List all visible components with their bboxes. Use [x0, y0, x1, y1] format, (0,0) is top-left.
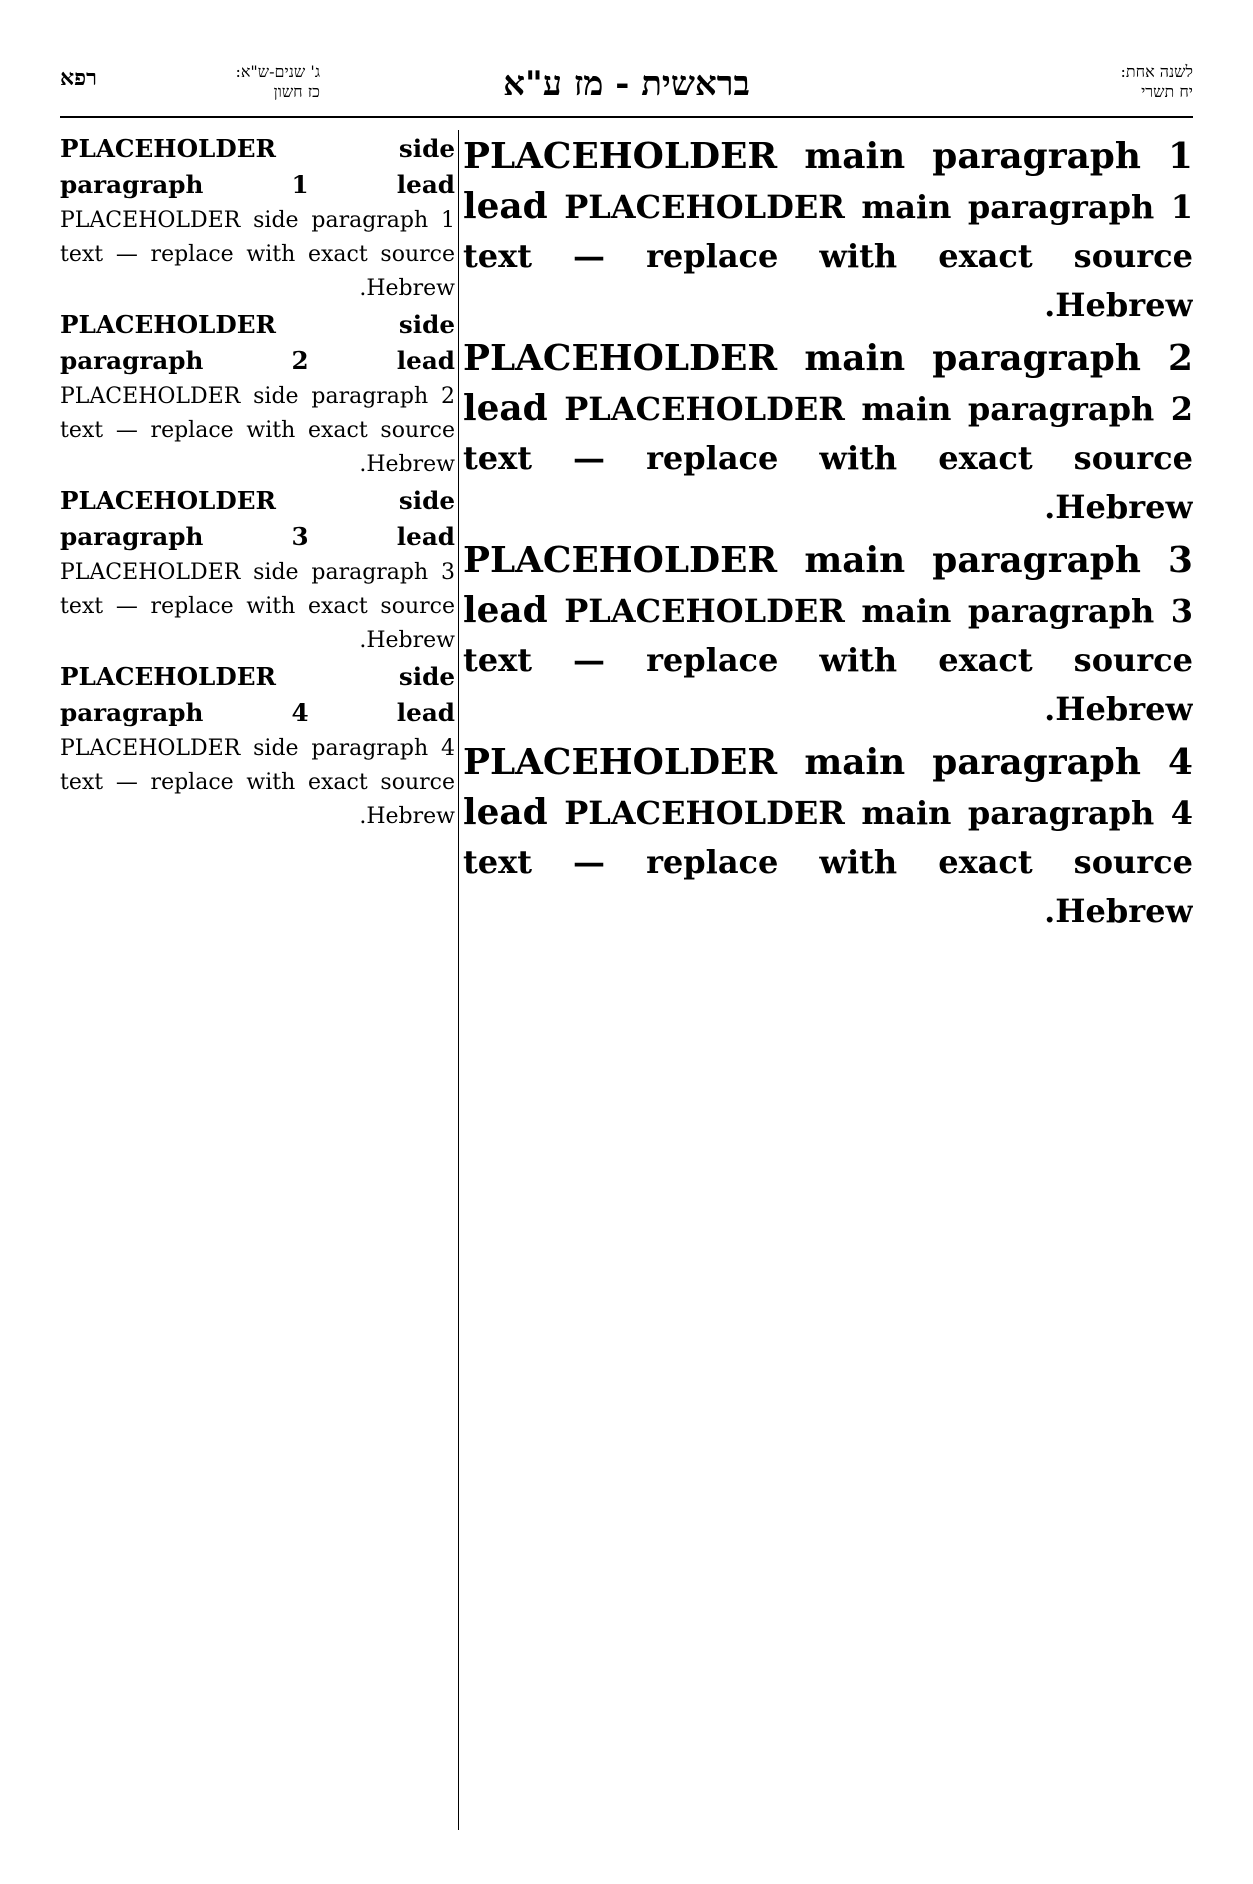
main-paragraph: [463, 132, 1193, 332]
page-header: [60, 56, 1193, 118]
main-paragraph: [463, 334, 1193, 534]
commentary-column: [60, 132, 455, 1832]
paragraph-lead: PLACEHOLDER side paragraph 2 lead: [60, 310, 455, 375]
paragraph-text: PLACEHOLDER side paragraph 3 text — replace with exact source Hebrew.: [60, 560, 455, 653]
main-paragraph: [463, 738, 1193, 938]
paragraph-lead: PLACEHOLDER side paragraph 3 lead: [60, 486, 455, 551]
paragraph-lead: PLACEHOLDER main paragraph 3 lead: [463, 539, 1193, 631]
main-text-column: [463, 132, 1193, 1832]
paragraph-lead: PLACEHOLDER main paragraph 1 lead: [463, 135, 1193, 227]
paragraph-text: PLACEHOLDER side paragraph 2 text — replace with exact source Hebrew.: [60, 384, 455, 477]
header-left-line-1: ג' שנים-ש"א:: [235, 62, 320, 81]
header-right-line-1: לשנה אחת:: [1120, 62, 1193, 81]
commentary-paragraph: [60, 132, 455, 306]
header-right-line-2: יח תשרי: [1141, 82, 1193, 101]
paragraph-text: PLACEHOLDER main paragraph 2 text — replace with exact source Hebrew.: [463, 390, 1193, 526]
column-divider: [458, 130, 459, 1830]
paragraph-lead: PLACEHOLDER side paragraph 4 lead: [60, 662, 455, 727]
page-title: בראשית - מז ע"א: [503, 64, 750, 104]
page-number: רפא: [60, 65, 97, 91]
commentary-paragraph: [60, 660, 455, 834]
paragraph-text: PLACEHOLDER main paragraph 4 text — replace with exact source Hebrew.: [463, 794, 1193, 930]
paragraph-text: PLACEHOLDER side paragraph 1 text — replace with exact source Hebrew.: [60, 208, 455, 301]
paragraph-text: PLACEHOLDER main paragraph 3 text — replace with exact source Hebrew.: [463, 592, 1193, 728]
commentary-paragraph: [60, 308, 455, 482]
header-left-line-2: כז חשון: [273, 82, 320, 101]
paragraph-text: PLACEHOLDER side paragraph 4 text — replace with exact source Hebrew.: [60, 736, 455, 829]
paragraph-lead: PLACEHOLDER main paragraph 2 lead: [463, 337, 1193, 429]
paragraph-text: PLACEHOLDER main paragraph 1 text — replace with exact source Hebrew.: [463, 188, 1193, 324]
commentary-paragraph: [60, 484, 455, 658]
paragraph-lead: PLACEHOLDER main paragraph 4 lead: [463, 741, 1193, 833]
paragraph-lead: PLACEHOLDER side paragraph 1 lead: [60, 134, 455, 199]
main-paragraph: [463, 536, 1193, 736]
